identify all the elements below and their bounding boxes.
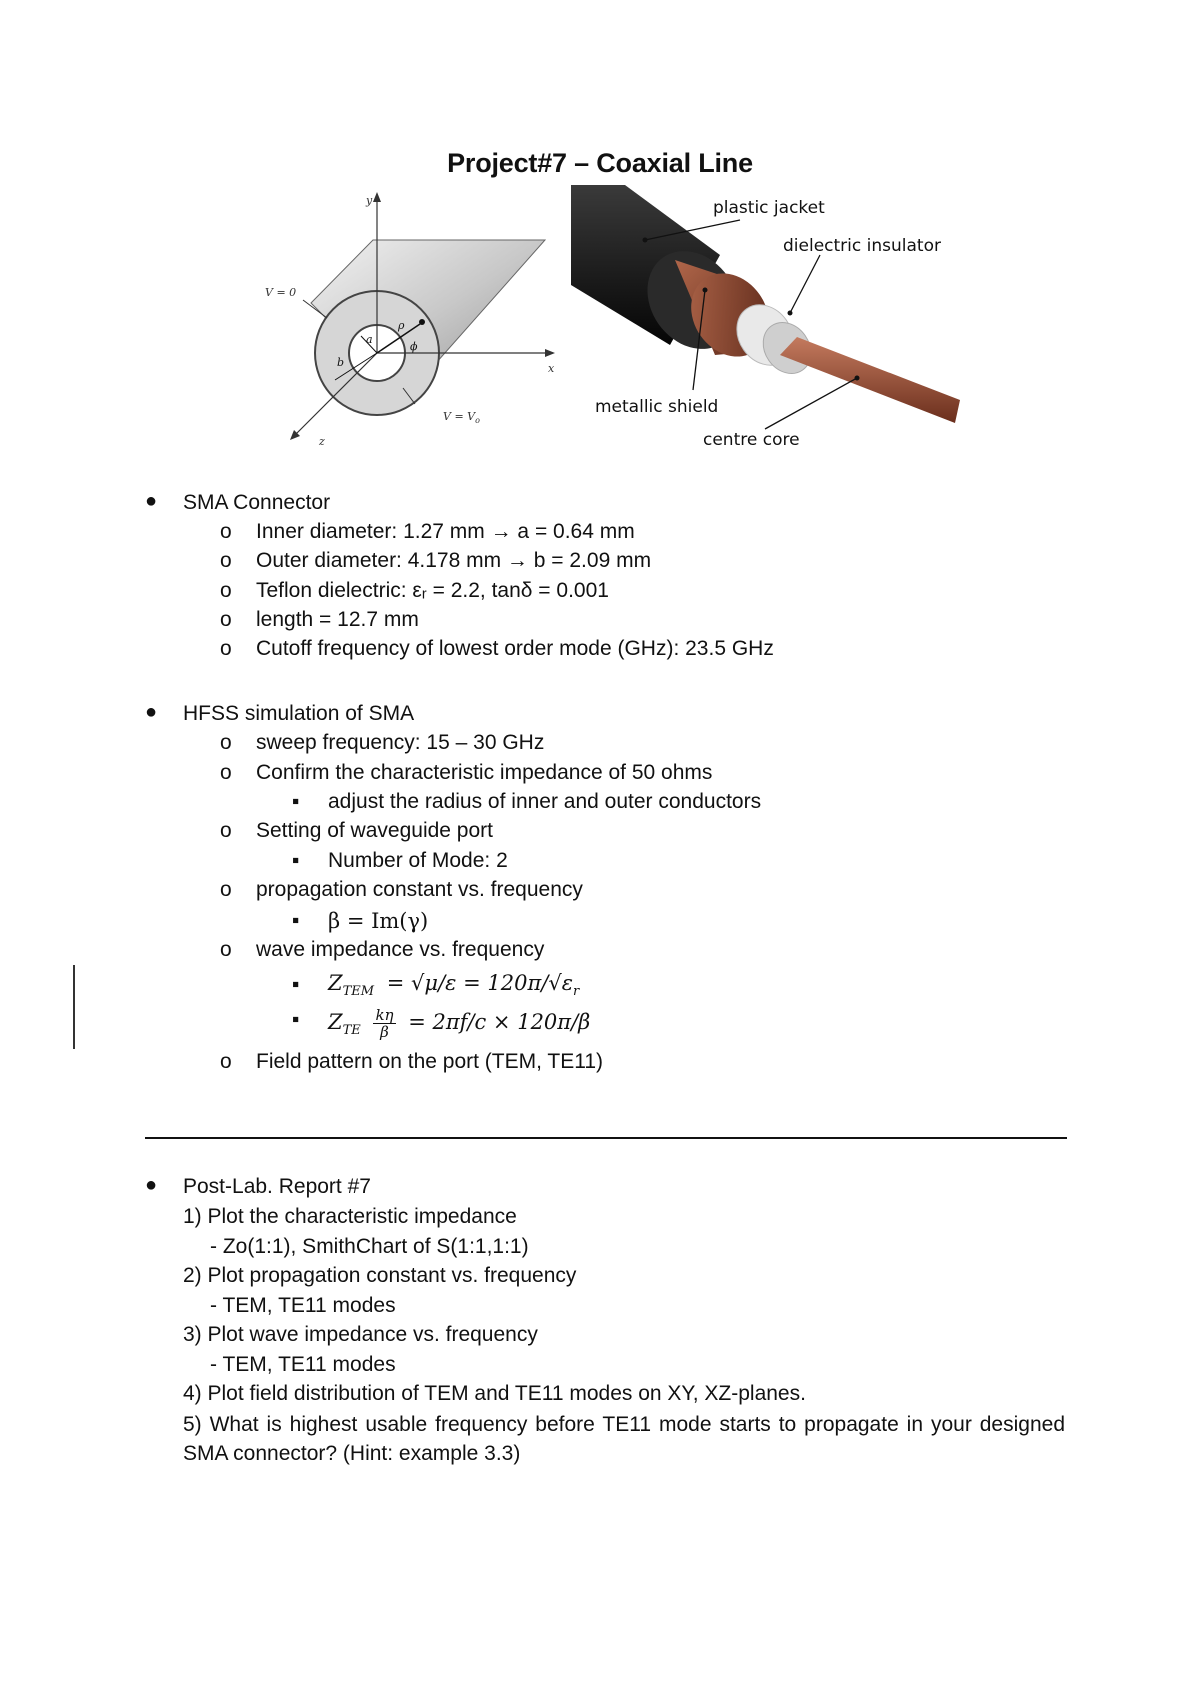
dielectric-leader-dot xyxy=(788,311,793,316)
bullet-square: ▪ xyxy=(292,909,300,932)
bullet-circle: o xyxy=(220,731,232,754)
horizontal-rule xyxy=(145,1137,1067,1139)
equation-beta: β = Im(γ) xyxy=(328,909,429,933)
bullet-circle: o xyxy=(220,1050,232,1073)
list-item: Confirm the characteristic impedance of 50 ohms xyxy=(256,761,713,784)
report-question-1-sub: - Zo(1:1), SmithChart of S(1:1,1:1) xyxy=(210,1235,529,1258)
bullet-circle: o xyxy=(220,761,232,784)
list-item: wave impedance vs. frequency xyxy=(256,938,545,961)
list-item: Field pattern on the port (TEM, TE11) xyxy=(256,1050,604,1073)
y-axis-arrow xyxy=(373,192,381,202)
eq-tem-lhs: Z xyxy=(328,971,343,995)
report-question-3-sub: - TEM, TE11 modes xyxy=(210,1353,396,1376)
coax-cross-section-diagram xyxy=(255,190,555,460)
bullet-disc: ● xyxy=(145,701,158,723)
report-question-2-sub: - TEM, TE11 modes xyxy=(210,1294,396,1317)
label-centre-core: centre core xyxy=(703,430,800,450)
bullet-circle: o xyxy=(220,549,232,572)
label-metallic-shield: metallic shield xyxy=(595,397,719,417)
eq-tem-sub: TEM xyxy=(342,984,375,1000)
core-leader xyxy=(765,378,857,429)
vo-label: $V = V_o$ xyxy=(443,410,480,425)
list-item: sweep frequency: 15 – 30 GHz xyxy=(256,731,545,754)
x-axis-label: x xyxy=(548,362,555,375)
bullet-circle: o xyxy=(220,938,232,961)
eq-te-sub: TE xyxy=(342,1023,361,1039)
bullet-circle: o xyxy=(220,608,232,631)
label-dielectric-insulator: dielectric insulator xyxy=(783,236,941,256)
list-subitem: adjust the radius of inner and outer conductors xyxy=(328,790,762,813)
eq-te-body: = 2πf/c × 120π/β xyxy=(408,1010,591,1034)
eq-tem-sub-r: r xyxy=(572,984,580,1000)
bullet-square: ▪ xyxy=(292,973,300,996)
centre-core xyxy=(780,337,960,423)
a-label: a xyxy=(366,333,373,346)
report-question-5: 5) What is highest usable frequency before TE11 mode starts to propagate in your designed SMA connector? (Hint: example 3.3) xyxy=(183,1413,1065,1465)
bullet-circle: o xyxy=(220,819,232,842)
z-axis-label: z xyxy=(319,435,325,448)
change-bar xyxy=(73,965,75,1049)
shield-leader-dot xyxy=(703,288,708,293)
eq-te-lhs: Z xyxy=(328,1010,343,1034)
eq-tem-body: = √μ/ε = 120π/√ε xyxy=(386,971,573,995)
section-heading-sma: SMA Connector xyxy=(183,491,331,514)
section-heading-hfss: HFSS simulation of SMA xyxy=(183,702,415,725)
x-axis-arrow xyxy=(545,349,555,357)
eq-te-denominator: β xyxy=(380,1023,389,1041)
bullet-square: ▪ xyxy=(292,790,300,813)
bullet-disc: ● xyxy=(145,490,158,512)
report-question-1: 1) Plot the characteristic impedance xyxy=(183,1205,517,1228)
coax-cable-illustration xyxy=(565,185,965,455)
report-question-3: 3) Plot wave impedance vs. frequency xyxy=(183,1323,538,1346)
report-question-2: 2) Plot propagation constant vs. frequency xyxy=(183,1264,577,1287)
jacket-leader-dot xyxy=(643,238,648,243)
list-item: Cutoff frequency of lowest order mode (GHz): 23.5 GHz xyxy=(256,637,774,660)
dielectric-leader xyxy=(790,255,820,313)
list-item: Setting of waveguide port xyxy=(256,819,493,842)
equation-z-tem xyxy=(328,970,579,1005)
eq-te-numerator: kη xyxy=(375,1006,394,1024)
list-item: Inner diameter: 1.27 mm → a = 0.64 mm xyxy=(256,520,635,543)
list-item: Teflon dielectric: εᵣ = 2.2, tanδ = 0.001 xyxy=(256,579,609,602)
report-question-4: 4) Plot field distribution of TEM and TE11 modes on XY, XZ-planes. xyxy=(183,1382,806,1405)
bullet-circle: o xyxy=(220,579,232,602)
bullet-circle: o xyxy=(220,520,232,543)
rho-label: ρ xyxy=(398,319,405,332)
phi-label: ϕ xyxy=(410,340,418,353)
label-plastic-jacket: plastic jacket xyxy=(713,198,825,218)
rho-point xyxy=(419,319,425,325)
core-leader-dot xyxy=(855,376,860,381)
bullet-square: ▪ xyxy=(292,849,300,872)
bullet-circle: o xyxy=(220,637,232,660)
list-item: propagation constant vs. frequency xyxy=(256,878,583,901)
bullet-circle: o xyxy=(220,878,232,901)
eq-te-fraction xyxy=(373,1007,395,1040)
equation-z-te xyxy=(328,1007,590,1044)
bullet-disc: ● xyxy=(145,1174,158,1196)
list-item: length = 12.7 mm xyxy=(256,608,419,631)
list-subitem: Number of Mode: 2 xyxy=(328,849,508,872)
y-axis-label: y xyxy=(366,194,373,207)
b-label: b xyxy=(337,356,345,369)
v0-label: V = 0 xyxy=(265,286,297,299)
page-title: Project#7 – Coaxial Line xyxy=(447,148,753,178)
list-item: Outer diameter: 4.178 mm → b = 2.09 mm xyxy=(256,549,652,572)
section-heading-postlab: Post-Lab. Report #7 xyxy=(183,1175,371,1198)
bullet-square: ▪ xyxy=(292,1008,300,1031)
